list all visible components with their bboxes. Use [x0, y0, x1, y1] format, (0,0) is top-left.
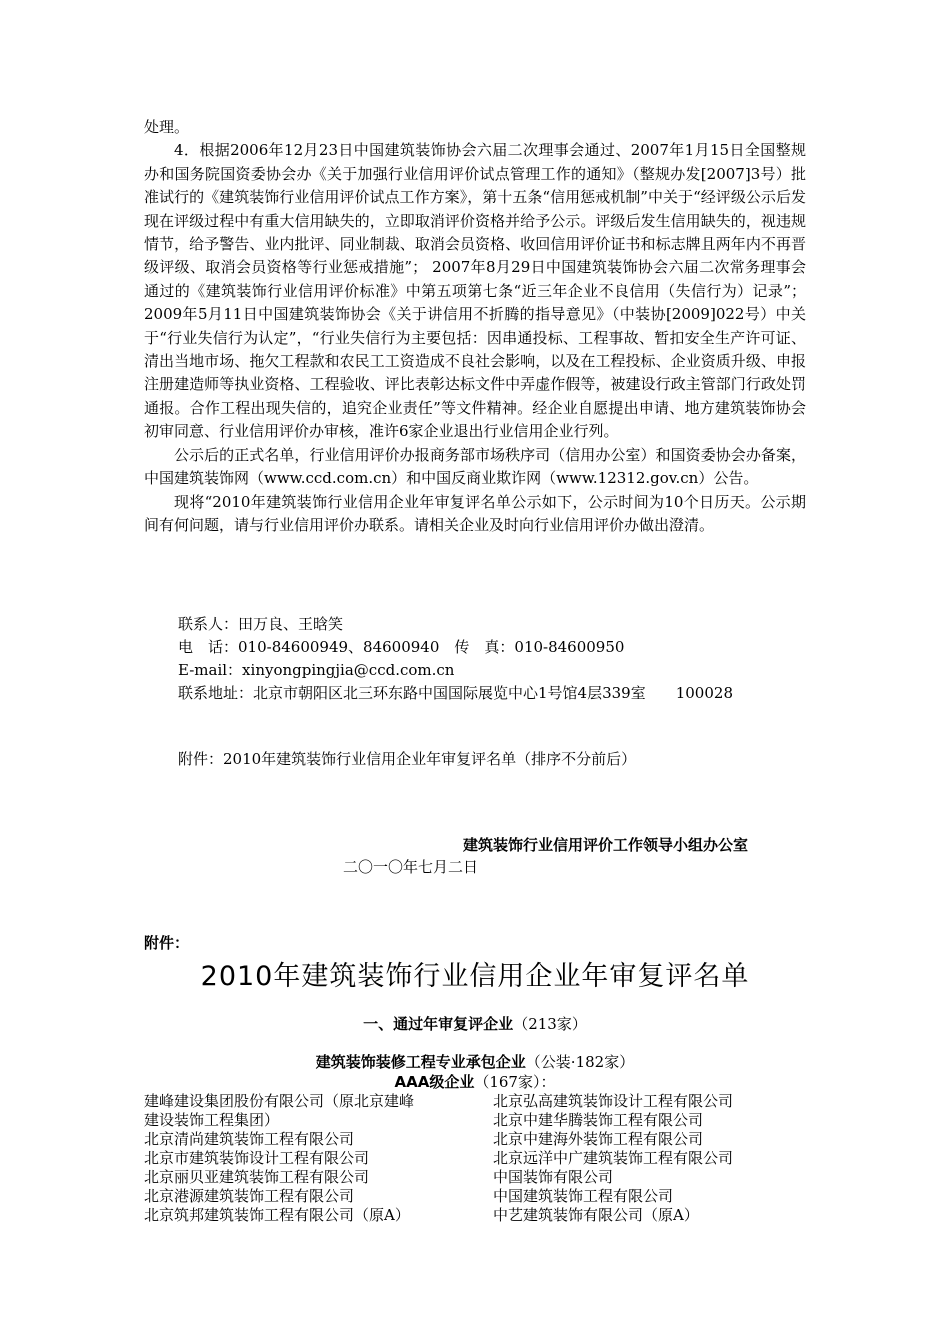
signature-date: 二〇一〇年七月二日 — [343, 858, 479, 876]
paragraph-continuation: 处理。 — [144, 118, 190, 136]
category-heading — [0, 1051, 950, 1072]
list-item: 北京中建海外装饰工程有限公司 — [493, 1130, 704, 1148]
grade-heading — [0, 1071, 950, 1092]
list-item: 北京筑邦建筑装饰工程有限公司（原A） — [144, 1206, 410, 1224]
list-item: 北京市建筑装饰设计工程有限公司 — [144, 1149, 370, 1167]
appendix-title: 2010年建筑装饰行业信用企业年审复评名单 — [200, 961, 750, 992]
list-item: 北京丽贝亚建筑装饰工程有限公司 — [144, 1168, 370, 1186]
list-item: 北京中建华腾装饰工程有限公司 — [493, 1111, 704, 1129]
paragraph-announcement: 现将“2010年建筑装饰行业信用企业年审复评名单公示如下，公示时间为10个日历天。公示期间有何问题，请与行业信用评价办联系。请相关企业及时向行业信用评价办做出澄清。 — [144, 492, 806, 534]
grade-heading-count: （167家）： — [474, 1073, 556, 1091]
list-item: 中国装饰有限公司 — [493, 1168, 614, 1186]
section-heading — [0, 1013, 950, 1034]
contact-block — [178, 613, 818, 705]
list-item: 中艺建筑装饰有限公司（原A） — [493, 1206, 699, 1224]
signature-org: 建筑装饰行业信用评价工作领导小组办公室 — [463, 836, 749, 854]
category-heading-count: （公装·182家） — [525, 1053, 635, 1071]
paragraph-publication: 公示后的正式名单，行业信用评价办报商务部市场秩序司（信用办公室）和国资委协会办备案，中国建筑装饰网（www.ccd.com.cn）和中国反商业欺诈网（www.12312.gov.cn）公告。 — [144, 445, 806, 488]
contact-email: E-mail：xinyongpingjia@ccd.com.cn — [178, 661, 455, 679]
company-list-left — [144, 1092, 474, 1225]
contact-person: 联系人：田万良、王晗笑 — [178, 615, 344, 633]
paragraph-item-4: 4．根据2006年12月23日中国建筑装饰协会六届二次理事会通过、2007年1月15日全国整规办和国务院国资委协会办《关于加强行业信用评价试点管理工作的通知》（整规办发[2007]3号）批准试行的《建筑装饰行业信用评价试点工作方案》，第十五条“信用惩戒机制”中关于“经评级公示后发现在评级过程中有重大信用缺失的，立即取消评价资格并给予公示。评级后发生信用缺失的，视违规情节，给予警告、业内批评、同业制裁、取消会员资格、收回信用评价证书和标志牌且两年内不再晋级评级、取消会员资格等行业惩戒措施”； 2007年8月29日中国建筑装饰协会六届二次常务理事会通过的《建筑装饰行业信用评价标准》中第五项第七条“近三年企业不良信用（失信行为）记录”；2009年5月11日中国建筑装饰协会《关于讲信用不折腾的指导意见》（中装协[2009]022号）中关于“行业失信行为认定”，“行业失信行为主要包括：因串通投标、工程事故、暂扣安全生产许可证、清出当地市场、拖欠工程款和农民工工资造成不良社会影响，以及在工程投标、企业资质升级、申报注册建造师等执业资格、工程验收、评比表彰达标文件中弄虚作假等，被建设行政主管部门行政处罚通报。合作工程出现失信的，追究企业责任”等文件精神。经企业自愿提出申请、地方建筑装饰协会初审同意、行业信用评价办审核，准许6家企业退出行业信用企业行列。 — [144, 141, 806, 441]
list-item: 北京弘高建筑装饰设计工程有限公司 — [493, 1092, 734, 1110]
grade-heading-bold: AAA级企业 — [394, 1073, 475, 1091]
list-item: 建设装饰工程集团） — [144, 1111, 280, 1129]
body-paragraphs — [144, 116, 806, 537]
section-heading-bold: 一、通过年审复评企业 — [363, 1015, 514, 1033]
contact-address: 联系地址：北京市朝阳区北三环东路中国国际展览中心1号馆4层339室 100028 — [178, 684, 733, 702]
appendix-label: 附件： — [144, 934, 190, 952]
attachment-note: 附件：2010年建筑装饰行业信用企业年审复评名单（排序不分前后） — [178, 750, 637, 768]
list-item: 中国建筑装饰工程有限公司 — [493, 1187, 674, 1205]
contact-phone: 电 话：010-84600949、84600940 传 真：010-84600950 — [178, 638, 625, 656]
category-heading-bold: 建筑装饰装修工程专业承包企业 — [315, 1053, 526, 1071]
section-heading-count: （213家） — [513, 1015, 587, 1033]
list-item: 建峰建设集团股份有限公司（原北京建峰 — [144, 1092, 415, 1110]
list-item: 北京远洋中广建筑装饰工程有限公司 — [493, 1149, 734, 1167]
company-list-right — [493, 1092, 793, 1225]
list-item: 北京港源建筑装饰工程有限公司 — [144, 1187, 355, 1205]
list-item: 北京清尚建筑装饰工程有限公司 — [144, 1130, 355, 1148]
